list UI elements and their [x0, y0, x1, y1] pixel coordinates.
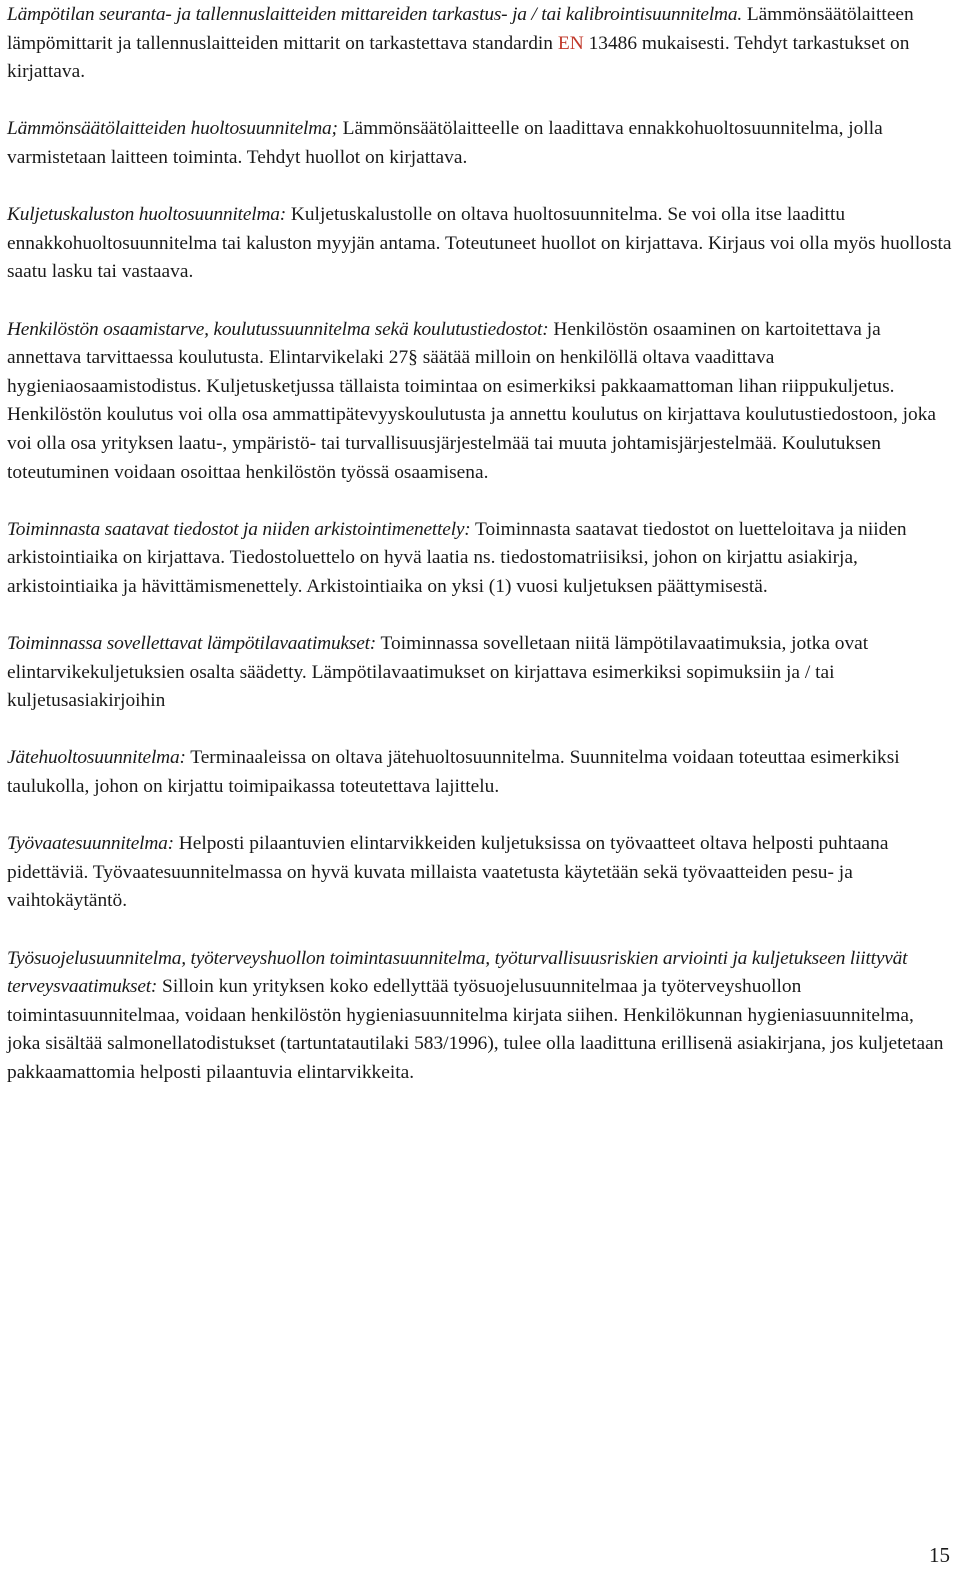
paragraph-temperature-requirements [7, 630, 952, 716]
paragraph-occupational-safety [7, 945, 952, 1088]
paragraph-heading: Lämmönsäätölaitteiden huoltosuunnitelma; [7, 118, 338, 140]
paragraph-workwear [7, 830, 952, 916]
page-number: 15 [929, 1543, 950, 1567]
paragraph-body: Henkilöstön osaaminen on kartoitettava ja annettava tarvittaessa koulutusta. Elintarvikelaki 27§ säätää milloin on henkilöllä oltava vaadittava hygieniaosaamistodistus. Kuljetusketjussa tällaista toimintaa on esimerkiksi pakkaamattoman lihan riippukuljetus. Henkilöstön koulutus voi olla osa ammattipätevyyskoulutusta ja annettu koulutus on kirjattava koulutustiedostoon, joka voi olla osa yrityksen laatu-, ympäristö- tai turvallisuusjärjestelmää tai muuta johtamisjärjestelmää. Koulutuksen toteutuminen voidaan osoittaa henkilöstön työssä osaamisena. [7, 318, 937, 483]
paragraph-body: Lämmönsäätölaitteen lämpömittarit ja tallennuslaitteiden mittarit on tarkastettava standardin [7, 4, 914, 54]
paragraph-body: Lämmönsäätölaitteelle on laadittava ennakkohuoltosuunnitelma, jolla varmistetaan laitteen toiminta. Tehdyt huollot on kirjattava. [7, 118, 883, 168]
document-page [7, 0, 952, 1116]
paragraph-heading: Toiminnassa sovellettavat lämpötilavaatimukset: [7, 633, 377, 655]
paragraph-body: Terminaaleissa on oltava jätehuoltosuunnitelma. Suunnitelma voidaan toteuttaa esimerkiksi taulukolla, johon on kirjattu toimipaikassa toteutettava lajittelu. [7, 747, 900, 798]
paragraph-body: Silloin kun yrityksen koko edellyttää työsuojelusuunnitelmaa ja työterveyshuollon toimintasuunnitelmaa, voidaan henkilöstön hygieniasuunnitelma kirjata siihen. Henkilökunnan hygieniasuunnitelma, joka sisältää salmonellatodistukset (tartuntatautilaki 583/1996), tulee olla laadittuna erillisenä asiakirjana, jos kuljetetaan pakkaamattomia helposti pilaantuvia elintarvikkeita. [7, 976, 944, 1083]
paragraph-temperature-monitoring [7, 1, 952, 87]
paragraph-heading: Työsuojelusuunnitelma, työterveyshuollon toimintasuunnitelma, työturvallisuusriskien arviointi ja kuljetukseen liittyvät terveysvaatimukset: [7, 947, 908, 998]
paragraph-heading: Työvaatesuunnitelma: [7, 833, 174, 855]
paragraph-heading: Kuljetuskaluston huoltosuunnitelma: [7, 204, 287, 226]
paragraph-body: Toiminnassa sovelletaan niitä lämpötilavaatimuksia, jotka ovat elintarvikekuljetuksien osalta säädetty. Lämpötilavaatimukset on kirjattava esimerkiksi sopimuksiin ja / tai kuljetusasiakirjoihin [7, 633, 869, 712]
paragraph-archiving [7, 516, 952, 602]
paragraph-body: Helposti pilaantuvien elintarvikkeiden kuljetuksissa on työvaatteet oltava helposti puhtaana pidettäviä. Työvaatesuunnitelmassa on hyvä kuvata millaista vaatetusta käytetään sekä työvaatteiden pesu- ja vaihtokäytäntö. [7, 833, 889, 912]
paragraph-body-end: 13486 mukaisesti. Tehdyt tarkastukset on kirjattava. [7, 32, 910, 83]
paragraph-body: Toiminnasta saatavat tiedostot on luetteloitava ja niiden arkistointiaika on kirjattava. Tiedostoluettelo on hyvä laatia ns. tiedostomatriisiksi, johon on kirjattu asiakirja, arkistointiaika ja hävittämismenettely. Arkistointiaika on yksi (1) vuosi kuljetuksen päättymisestä. [7, 518, 907, 597]
standard-prefix: EN [557, 32, 584, 54]
paragraph-staff-training [7, 316, 952, 488]
paragraph-heading: Jätehuoltosuunnitelma: [7, 747, 186, 769]
paragraph-waste-management [7, 744, 952, 801]
paragraph-heading: Toiminnasta saatavat tiedostot ja niiden arkistointimenettely: [7, 518, 471, 540]
paragraph-fleet-maintenance [7, 201, 952, 287]
paragraph-heading: Henkilöstön osaamistarve, koulutussuunnitelma sekä koulutustiedostot: [7, 318, 549, 340]
paragraph-body: Kuljetuskalustolle on oltava huoltosuunnitelma. Se voi olla itse laadittu ennakkohuoltosuunnitelma tai kaluston myyjän antama. Toteutuneet huollot on kirjattava. Kirjaus voi olla myös huollosta saatu lasku tai vastaava. [7, 204, 952, 283]
paragraph-heading: Lämpötilan seuranta- ja tallennuslaitteiden mittareiden tarkastus- ja / tai kalibrointisuunnitelma. [7, 4, 742, 25]
paragraph-heater-maintenance [7, 115, 952, 172]
